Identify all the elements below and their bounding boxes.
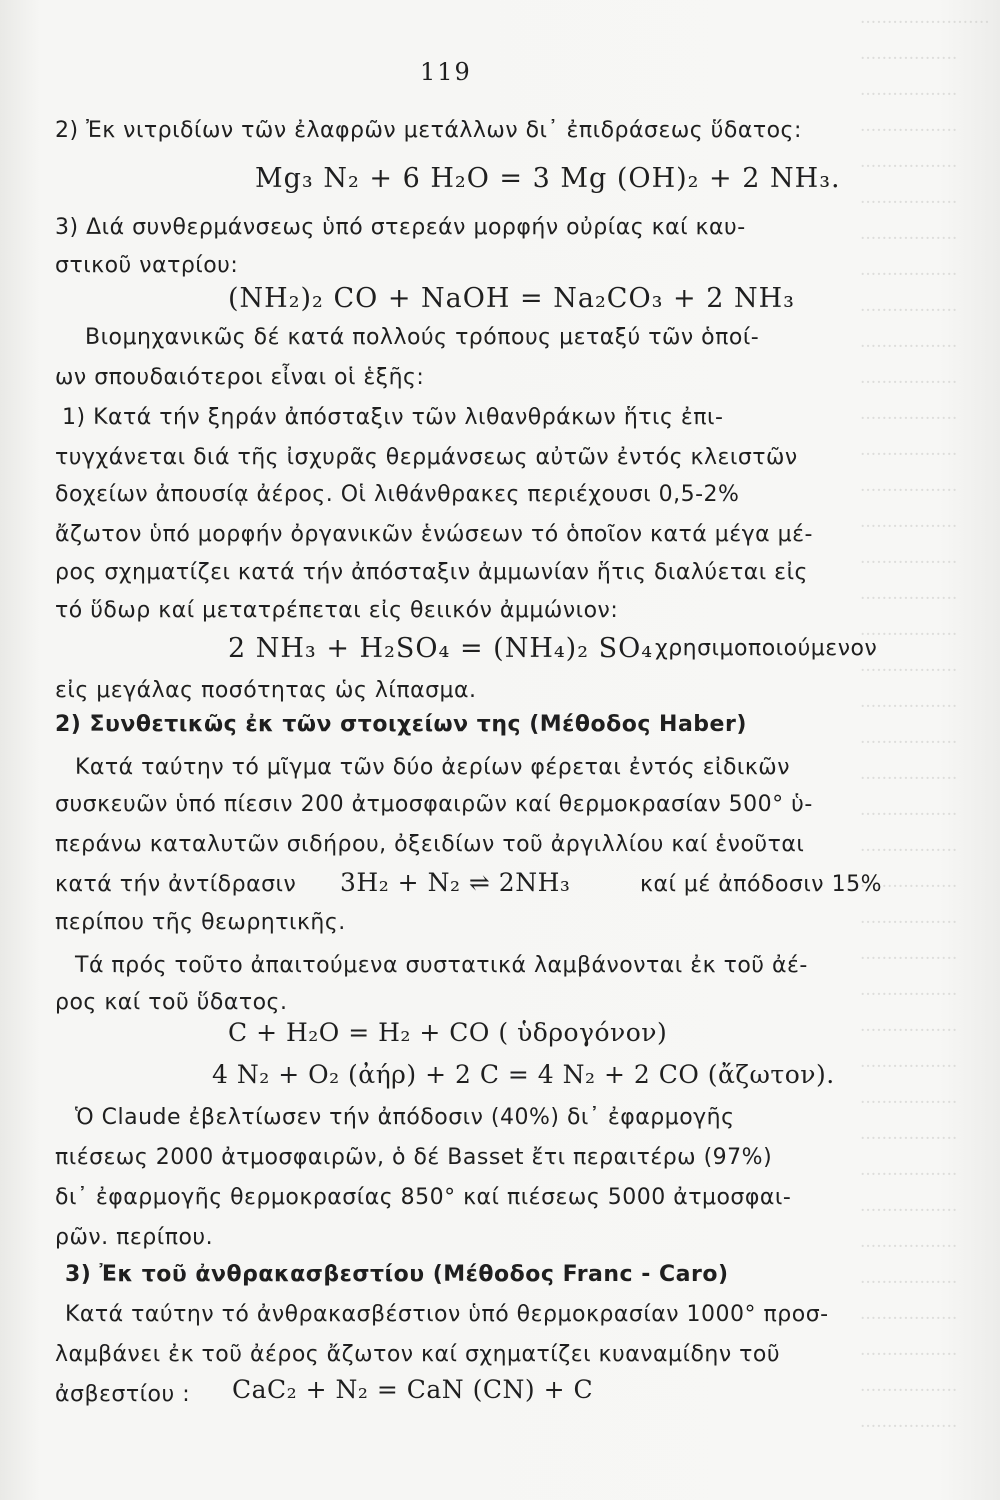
text-line: χρησιμοποιούμενον — [655, 636, 878, 661]
bleed-through-text: ........................ .................. .................. .................. .................. .................. .................. .................. .................. .................. .................. .................. .................. .................. .................. .................. .................. .................. .................. .................. .................. .................. .................. .................. .................. .................. .................. .................. .................. .................. .................. .................. .................. .................. .................. .................. .................. .................. .................. .................. — [860, 8, 990, 1432]
text-line: Τά πρός τοῦτο ἀπαιτούμενα συστατικά λαμβάνονται ἐκ τοῦ ἀέ- — [75, 953, 808, 978]
page-number: 119 — [420, 58, 472, 86]
text-line: τό ὕδωρ καί μετατρέπεται εἰς θειικόν ἀμμώνιον: — [55, 598, 619, 623]
text-line: 2) Ἐκ νιτριδίων τῶν ἐλαφρῶν μετάλλων δι᾿ ἐπιδράσεως ὕδατος: — [55, 118, 802, 143]
text-line: στικοῦ νατρίου: — [55, 253, 239, 278]
text-line: 1) Κατά τήν ξηράν ἀπόσταξιν τῶν λιθανθράκων ἥτις ἐπι- — [62, 405, 724, 430]
text-line: περάνω καταλυτῶν σιδήρου, ὀξειδίων τοῦ ἀργιλλίου καί ἑνοῦται — [55, 832, 805, 857]
text-line: λαμβάνει ἐκ τοῦ ἀέρος ἄζωτον καί σχηματίζει κυαναμίδην τοῦ — [55, 1342, 781, 1367]
text-line: περίπου τῆς θεωρητικῆς. — [55, 910, 346, 935]
text-line: εἰς μεγάλας ποσότητας ὡς λίπασμα. — [55, 678, 477, 703]
text-line: τυγχάνεται διά τῆς ἰσχυρᾶς θερμάνσεως αὐτῶν ἐντός κλειστῶν — [55, 445, 798, 470]
text-line: δοχείων ἀπουσίᾳ ἀέρος. Οἱ λιθάνθρακες περιέχουσι 0,5-2% — [55, 482, 740, 507]
text-line: ρος σχηματίζει κατά τήν ἀπόσταξιν ἀμμωνίαν ἥτις διαλύεται εἰς — [55, 560, 808, 585]
text-line: Βιομηχανικῶς δέ κατά πολλούς τρόπους μεταξύ τῶν ὁποί- — [85, 325, 760, 350]
section-heading: 2) Συνθετικῶς ἐκ τῶν στοιχείων της (Μέθοδος Haber) — [55, 712, 747, 737]
equation-line: C + H₂O = H₂ + CO ( ὑδρογόνον) — [228, 1018, 668, 1047]
equation-line: 4 N₂ + O₂ (ἀήρ) + 2 C = 4 N₂ + 2 CO (ἄζωτον). — [212, 1060, 835, 1089]
text-line: κατά τήν ἀντίδρασιν — [55, 872, 297, 897]
equation-line: 2 NH₃ + H₂SO₄ = (NH₄)₂ SO₄ — [228, 633, 654, 664]
text-line: καί μέ ἀπόδοσιν 15% — [640, 872, 882, 897]
text-line: Κατά ταύτην τό μῖγμα τῶν δύο ἀερίων φέρεται ἐντός εἰδικῶν — [75, 755, 791, 780]
section-heading: 3) Ἐκ τοῦ ἀνθρακασβεστίου (Μέθοδος Franc - Caro) — [65, 1262, 729, 1287]
equation-line: (NH₂)₂ CO + NaOH = Na₂CO₃ + 2 NH₃ — [228, 283, 795, 314]
text-line: ρος καί τοῦ ὕδατος. — [55, 990, 288, 1015]
text-line: συσκευῶν ὑπό πίεσιν 200 ἀτμοσφαιρῶν καί θερμοκρασίαν 500° ὑ- — [55, 792, 813, 817]
text-line: Ὁ Claude ἐβελτίωσεν τήν ἀπόδοσιν (40%) δι᾿ ἐφαρμογῆς — [75, 1105, 735, 1130]
equation-line: Mg₃ N₂ + 6 H₂O = 3 Mg (OH)₂ + 2 NH₃. — [255, 163, 841, 194]
text-line: δι᾿ ἐφαρμογῆς θερμοκρασίας 850° καί πιέσεως 5000 ἀτμοσφαι- — [55, 1185, 792, 1210]
text-line: πιέσεως 2000 ἀτμοσφαιρῶν, ὁ δέ Basset ἔτι περαιτέρω (97%) — [55, 1145, 773, 1170]
equation-line: CaC₂ + N₂ = CaN (CN) + C — [232, 1375, 594, 1404]
text-line: ων σπουδαιότεροι εἶναι οἱ ἑξῆς: — [55, 365, 425, 390]
text-line: 3) Διά συνθερμάνσεως ὑπό στερεάν μορφήν οὐρίας καί καυ- — [55, 215, 746, 240]
text-line: ρῶν. περίπου. — [55, 1225, 214, 1250]
equation-line: 3H₂ + N₂ ⇌ 2NH₃ — [340, 868, 571, 897]
text-line: ἄζωτον ὑπό μορφήν ὀργανικῶν ἑνώσεων τό ὁποῖον κατά μέγα μέ- — [55, 522, 813, 547]
text-line: Κατά ταύτην τό ἀνθρακασβέστιον ὑπό θερμοκρασίαν 1000° προσ- — [65, 1302, 829, 1327]
text-line: ἀσβεστίου : — [55, 1382, 191, 1407]
